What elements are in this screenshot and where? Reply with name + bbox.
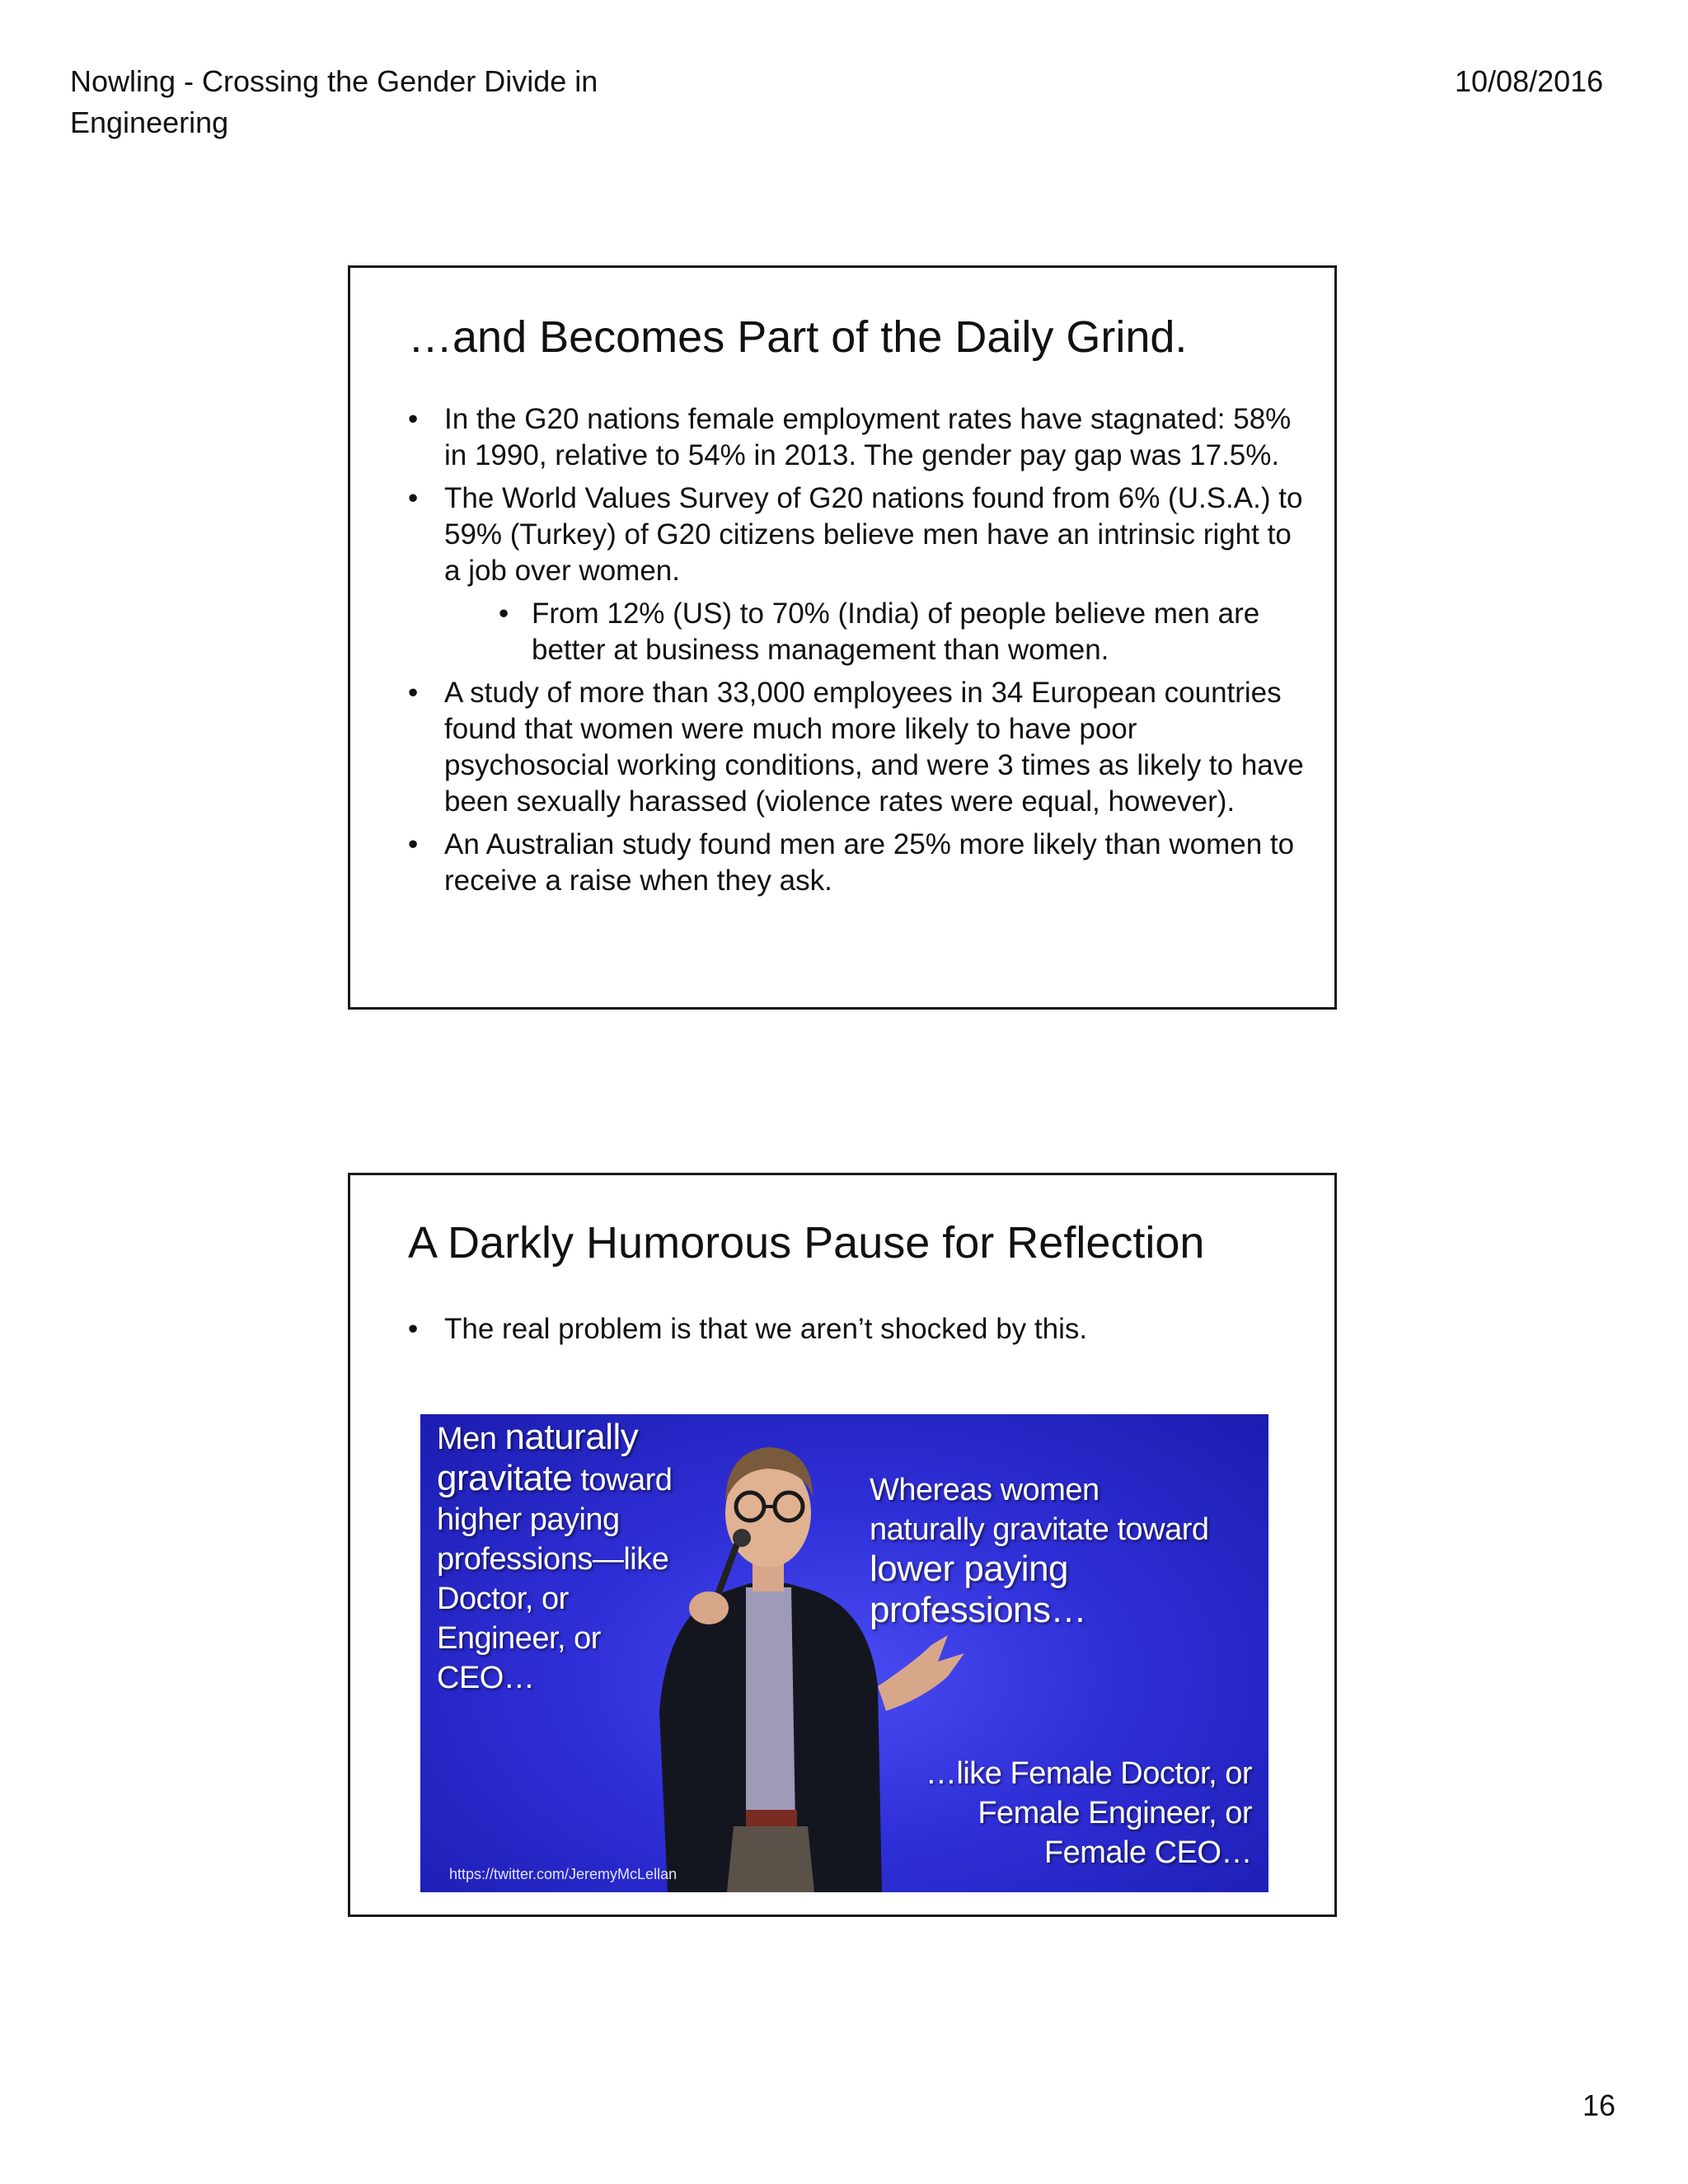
- slide-title: …and Becomes Part of the Daily Grind.: [408, 312, 1188, 362]
- sub-bullet-item: [408, 596, 1306, 668]
- page-number: 16: [1582, 2088, 1616, 2122]
- bullet-text: In the G20 nations female employment rates have stagnated: 58% in 1990, relative to 54% in 2013. The gender pay gap was 17.5%.: [444, 403, 1292, 471]
- image-credit: https://twitter.com/JeremyMcLellan: [449, 1866, 678, 1882]
- caption-right: Whereas women naturally gravitate toward lower paying professions…: [870, 1473, 1209, 1630]
- bullet-icon: •: [408, 403, 419, 435]
- document-header-title: Nowling - Crossing the Gender Divide in Engineering: [70, 64, 598, 139]
- bullet-list: [408, 1311, 1306, 1354]
- bullet-icon: •: [408, 677, 419, 709]
- bullet-text: A study of more than 33,000 employees in 34 European countries found that women were much more likely to have poor psychosocial working conditions, and were 3 times as likely to have been sexually harassed (violence rates were equal, however).: [444, 677, 1304, 818]
- bullet-item: [408, 401, 1306, 474]
- caption-bottom: …like Female Doctor, or Female Engineer, or Female CEO…: [925, 1756, 1252, 1870]
- slide-title: A Darkly Humorous Pause for Reflection: [408, 1218, 1205, 1268]
- comedian-meme-image: [420, 1414, 1268, 1892]
- bullet-icon: •: [408, 482, 419, 514]
- bullet-item: [408, 480, 1306, 589]
- bullet-text: From 12% (US) to 70% (India) of people believe men are better at business management than women.: [532, 598, 1260, 666]
- bullet-icon: •: [499, 598, 509, 630]
- slide-humorous-pause: [348, 1173, 1337, 1917]
- bullet-item: [408, 1311, 1306, 1347]
- bullet-list: [408, 401, 1306, 906]
- bullet-text: The real problem is that we aren’t shocked by this.: [444, 1313, 1088, 1345]
- bullet-text: An Australian study found men are 25% more likely than women to receive a raise when they ask.: [444, 828, 1295, 897]
- bullet-item: [408, 675, 1306, 820]
- slide-daily-grind: [348, 265, 1337, 1010]
- bullet-icon: •: [408, 1313, 419, 1345]
- caption-left: Men naturally gravitate toward higher paying professions—like Doctor, or Engineer, or CEO…: [437, 1417, 673, 1695]
- bullet-icon: •: [408, 828, 419, 860]
- bullet-text: The World Values Survey of G20 nations found from 6% (U.S.A.) to 59% (Turkey) of G20 citizens believe men have an intrinsic right to a job over women.: [444, 482, 1303, 587]
- bullet-item: [408, 827, 1306, 899]
- document-header-date: 10/08/2016: [1455, 64, 1604, 98]
